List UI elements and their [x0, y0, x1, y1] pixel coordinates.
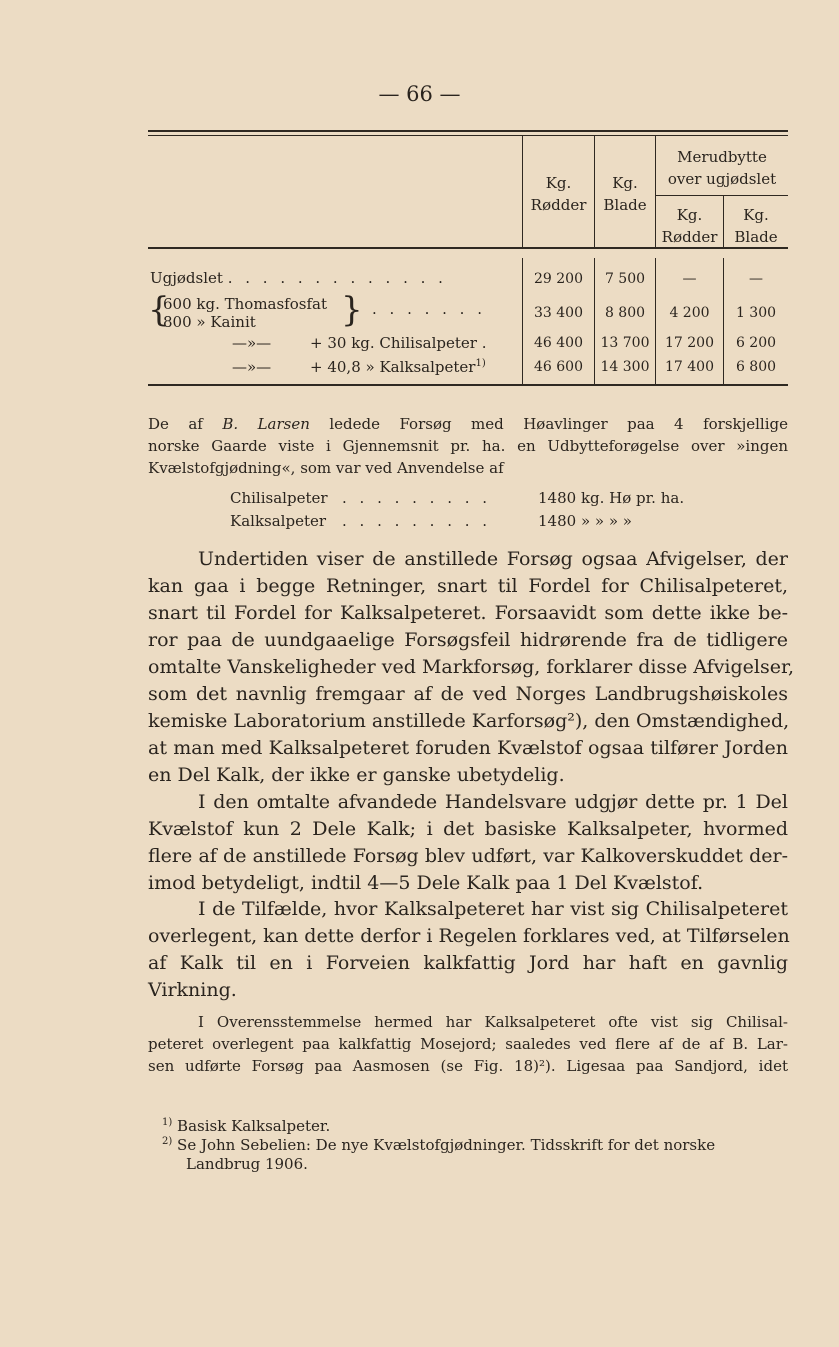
list-item: Kalksalpeter . . . . . . . . . 1480 » » » » — [230, 512, 632, 530]
table-cell: 29 200 — [534, 271, 583, 287]
table-cell: 6 800 — [735, 359, 777, 375]
footnote-2-continued: Landbrug 1906. — [186, 1155, 308, 1173]
body-paragraph-2: I den omtalte afvandede Handelsvare udgjør dette pr. 1 Del Kvælstof kun 2 Dele Kalk; i det basiske Kalksalpeter, hvormed flere af de anstillede Forsøg blev udført, var Kalkoverskuddet der- imod betydeligt, indtil 4—5 Dele Kalk paa 1 Del Kvælstof. — [148, 791, 788, 894]
table-cell: 33 400 — [534, 305, 583, 321]
header-extra-roots: Kg. Rødder — [661, 206, 718, 246]
header-extra-yield: Merudbytte over ugjødslet — [667, 148, 777, 188]
table-cell: — — [749, 271, 763, 287]
table-cell: 17 400 — [665, 359, 714, 375]
brace-right: } — [341, 290, 363, 330]
small-paragraph: I Overensstemmelse hermed har Kalksalpeteret ofte vist sig Chilisal- peteret overlegent paa kalkfattig Mosejord; saaledes ved flere af de af B. Lar- sen udførte Forsøg paa Aasmosen (se Fig. 18)²). Ligesaa paa Sandjord, idet — [148, 1013, 788, 1075]
table-cell: 13 700 — [600, 335, 650, 351]
table-row-label: 600 kg. Thomasfosfat 800 » Kainit — [163, 295, 327, 331]
document-page: — 66 — Kg. Rødder Kg. Blade Merudbytte over ugjødslet Kg. Rødder Kg. Blade Ugjødslet . . . . . . . . . . . . . 29 200 7 500 — — { 600 kg. Thomasfosfat 800 » Kainit } . . . . . . . 33 400 8 800 4 200 1 300 —»— + 30 kg. Chilisalpeter . 46 400 13 700 17 200 6 200 —»— + 40,8 » Kalksalpeter$^{1)}$ 46 600 14 300 17 400 6 800 De af B. Larsen ledede Forsøg med Høavlinger paa 4 forskjellige norske Gaarde viste i Gjennemsnit pr. ha. en Udbytteforøgelse over »ingen Kvælstofgjødning«, som var ved Anvendelse af Chilisalpeter . . . . . . . . . 1480 kg. Hø pr. ha. Kalksalpeter . . . . . . . . . 1480 » » » » Undertiden viser de anstillede Forsøg ogsaa Afvigelser, der kan gaa i begge Retninger, snart til Fordel for Chilisalpeteret, snart til Fordel for Kalksalpeteret. Forsaavidt som dette ikke be- ror paa de uundgaaelige Forsøgsfeil hidrørende fra de tidligere omtalte Vanskeligheder ved Markforsøg, forklarer disse Afvigelser, som det navnlig fremgaar af de ved Norges Landbrugshøiskoles kemiske Laboratorium anstillede Karforsøg²), den Omstændighed, at man med Kalksalpeteret foruden Kvælstof ogsaa tilfører Jorden en Del Kalk, der ikke er ganske ubetydelig. I den omtalte afvandede Handelsvare udgjør dette pr. 1 Del Kvælstof kun 2 Dele Kalk; i det basiske Kalksalpeter, hvormed flere af de anstillede Forsøg blev udført, var Kalkoverskuddet der- imod betydeligt, indtil 4—5 Dele Kalk paa 1 Del Kvælstof. I de Tilfælde, hvor Kalksalpeteret har vist sig Chilisalpeteret overlegent, kan dette derfor i Regelen forklares ved, at Tilførselen af Kalk til en i Forveien kalkfattig Jord har haft en gavnlig Virkning. I Overensstemmelse hermed har Kalksalpeteret ofte vist sig Chilisal- peteret overlegent paa kalkfattig Mosejord; saaledes ved flere af de af B. Lar- sen udførte Forsøg paa Aasmosen (se Fig. 18)²). Ligesaa paa Sandjord, idet $^{1)}$ Basisk Kalksalpeter. $^{2)}$ Se John Sebelien: De nye Kvælstofgjødninger. Tidsskrift for det norske Landbrug 1906. — [0, 0, 839, 1347]
table-top-rule-thin — [148, 135, 788, 136]
table-cell: 6 200 — [735, 335, 777, 351]
table-bottom-rule — [148, 384, 788, 386]
author-name: B. Larsen — [222, 415, 310, 433]
body-paragraph-3: I de Tilfælde, hvor Kalksalpeteret har vist sig Chilisalpeteret overlegent, kan dette derfor i Regelen forklares ved, at Tilførselen af Kalk til en i Forveien kalkfattig Jord har haft en gavnlig Virkning. — [148, 898, 790, 1001]
intro-paragraph: De af B. Larsen ledede Forsøg med Høavlinger paa 4 forskjellige norske Gaarde viste i Gjennemsnit pr. ha. en Udbytteforøgelse over »ingen Kvælstofgjødning«, som var ved Anvendelse af — [148, 415, 789, 477]
footnote-1: $^{1)}$ Basisk Kalksalpeter. — [162, 1117, 331, 1135]
table-row-label: + 30 kg. Chilisalpeter . — [310, 334, 487, 352]
header-extra-leaves: Kg. Blade — [734, 206, 778, 246]
table-cell: 7 500 — [604, 271, 646, 287]
footnote-2: $^{2)}$ Se John Sebelien: De nye Kvælstofgjødninger. Tidsskrift for det norske — [162, 1136, 716, 1154]
table-cell: 4 200 — [669, 305, 710, 321]
brace-left: { — [148, 290, 170, 330]
page-number: — 66 — — [378, 82, 461, 106]
table-cell: 8 800 — [604, 305, 646, 321]
header-roots: Kg. Rødder — [530, 174, 587, 214]
table-cell: — — [682, 271, 697, 287]
ditto-mark: —»— — [232, 358, 272, 376]
table-cell: 14 300 — [600, 359, 650, 375]
table-cell: 17 200 — [665, 335, 714, 351]
body-paragraph-1: Undertiden viser de anstillede Forsøg ogsaa Afvigelser, der kan gaa i begge Retninger, snart til Fordel for Chilisalpeteret, snart til Fordel for Kalksalpeteret. Forsaavidt som dette ikke be- ror paa de uundgaaelige Forsøgsfeil hidrørende fra de tidligere omtalte Vanskeligheder ved Markforsøg, forklarer disse Afvigelser, som det navnlig fremgaar af de ved Norges Landbrugshøiskoles kemiske Laboratorium anstillede Karforsøg²), den Omstændighed, at man med Kalksalpeteret foruden Kvælstof ogsaa tilfører Jorden en Del Kalk, der ikke er ganske ubetydelig. — [148, 548, 795, 786]
header-leaves: Kg. Blade — [603, 174, 647, 214]
comparison-list — [230, 487, 684, 533]
table-row-label: + 40,8 » Kalksalpeter$^{1)}$ — [310, 358, 486, 376]
ditto-mark: —»— — [232, 334, 272, 352]
table-top-rule — [148, 130, 788, 132]
list-item: Chilisalpeter . . . . . . . . . 1480 kg. Hø pr. ha. — [230, 489, 685, 507]
table-cell: 1 300 — [735, 305, 777, 321]
table-cell: 46 600 — [534, 359, 583, 375]
table-row-label: Ugjødslet . . . . . . . . . . . . . — [150, 269, 447, 287]
table-cell: 46 400 — [534, 335, 583, 351]
